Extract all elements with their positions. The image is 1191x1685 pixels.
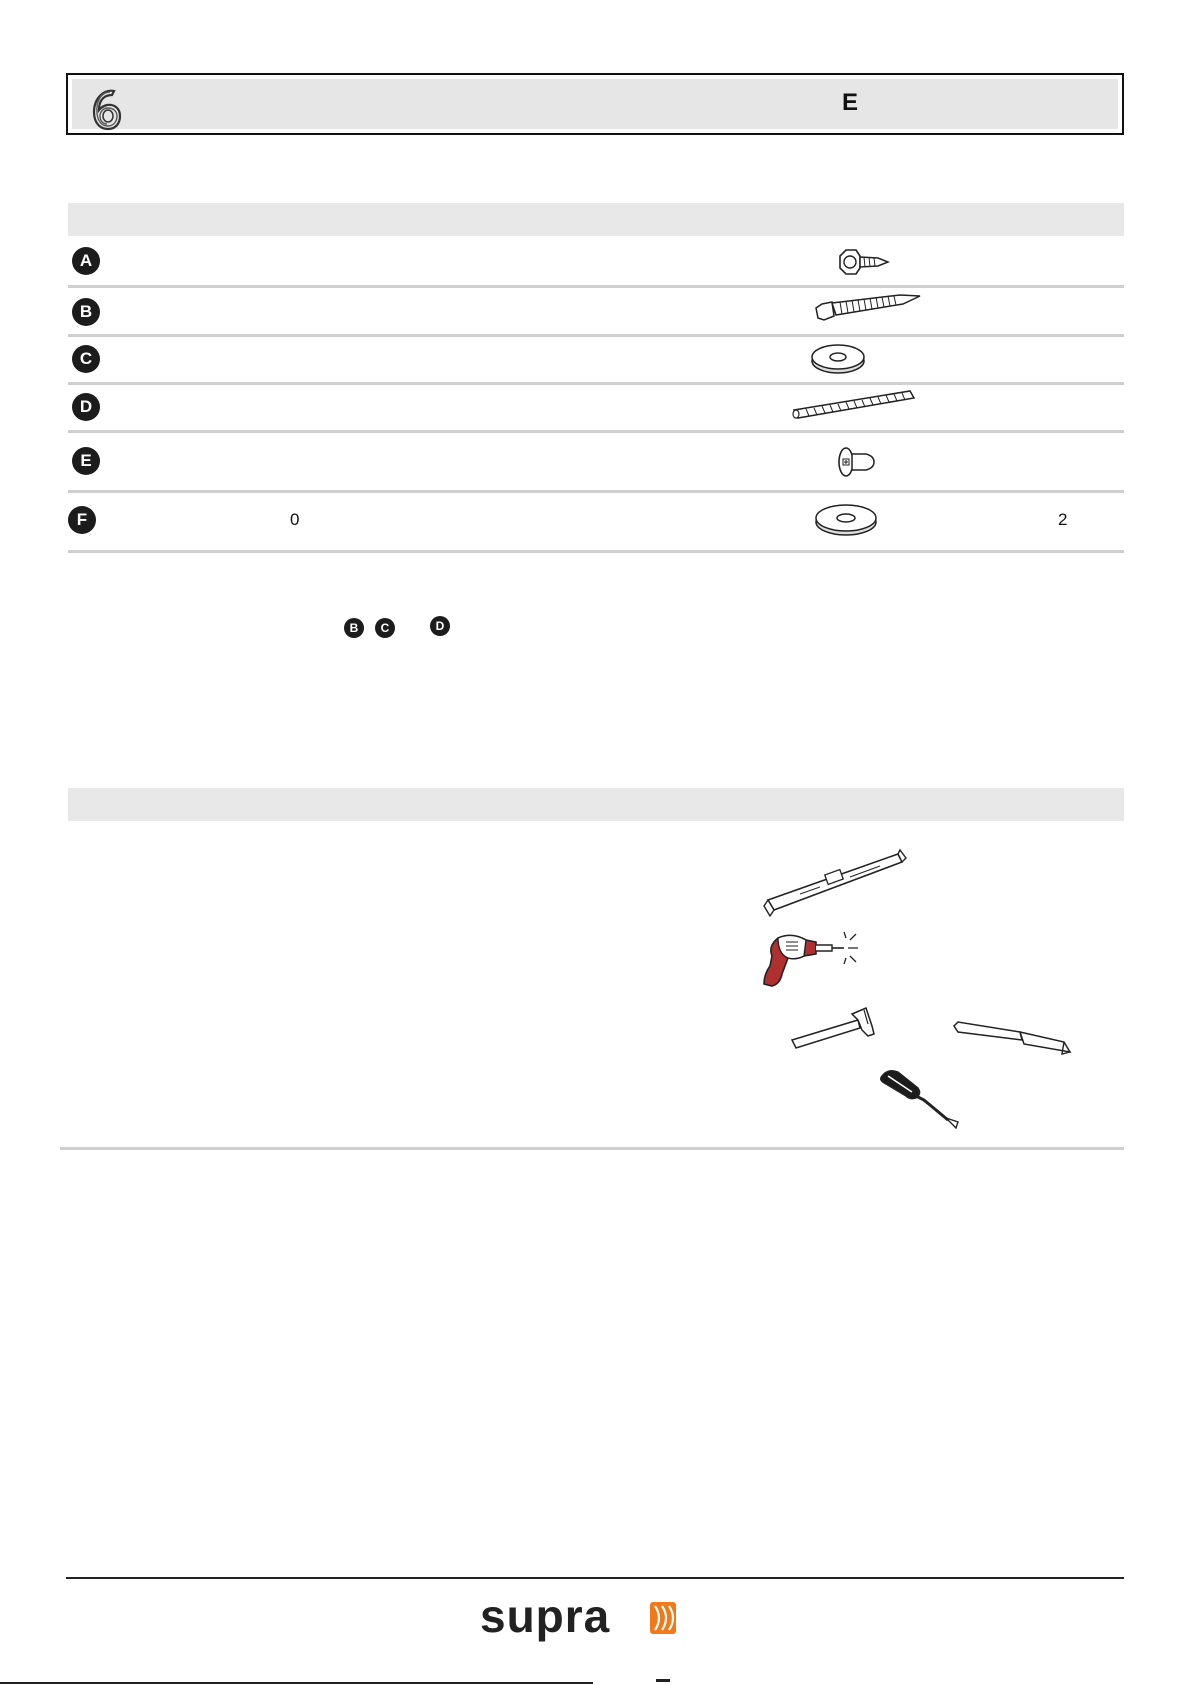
part-badge-d: D (72, 393, 100, 421)
hammer-icon (788, 1000, 888, 1056)
part-row-c (68, 337, 1124, 386)
part-row-b (68, 288, 1124, 337)
part-badge-e: E (72, 447, 100, 475)
tools-bottom-divider (60, 1147, 1124, 1150)
bottom-edge-tick (656, 1679, 670, 1682)
part-row-f (68, 492, 1124, 554)
supra-logo-text: supra (480, 1590, 611, 1642)
part-quantity-left: 0 (290, 510, 300, 529)
note-badge-c: C (375, 618, 395, 638)
lag-bolt-icon (808, 294, 958, 330)
part-badge-f: F (68, 506, 96, 534)
note-badge-b: B (344, 618, 364, 638)
part-row-e (68, 434, 1124, 492)
part-badge-b: B (72, 298, 100, 326)
chisel-icon (950, 1018, 1074, 1060)
washer-icon (804, 341, 874, 377)
part-badge-a: A (72, 247, 100, 275)
part-row-a (68, 240, 1124, 288)
section-header-band (72, 79, 1118, 129)
bottom-edge-line (0, 1682, 593, 1684)
section-title: E (841, 89, 858, 116)
supra-logo (480, 1590, 680, 1644)
pan-head-screw-icon (832, 442, 892, 482)
hex-screw-icon (834, 246, 894, 278)
parts-header-band (68, 203, 1124, 236)
row-divider (68, 382, 1124, 385)
supra-logo-mark (650, 1602, 676, 1634)
footer-rule (66, 1577, 1124, 1579)
section-header (66, 73, 1124, 135)
row-divider (68, 550, 1124, 553)
part-badge-c: C (72, 345, 100, 373)
large-washer-icon (808, 500, 888, 540)
spirit-level-icon (760, 848, 910, 918)
tools-header-band (68, 788, 1124, 821)
drill-icon (758, 930, 868, 990)
part-quantity-right: 2 (1058, 510, 1068, 529)
screwdriver-icon (874, 1066, 970, 1132)
part-row-d (68, 386, 1124, 434)
row-divider (68, 430, 1124, 433)
wall-plug-icon (786, 386, 936, 424)
note-badge-d: D (430, 616, 450, 636)
